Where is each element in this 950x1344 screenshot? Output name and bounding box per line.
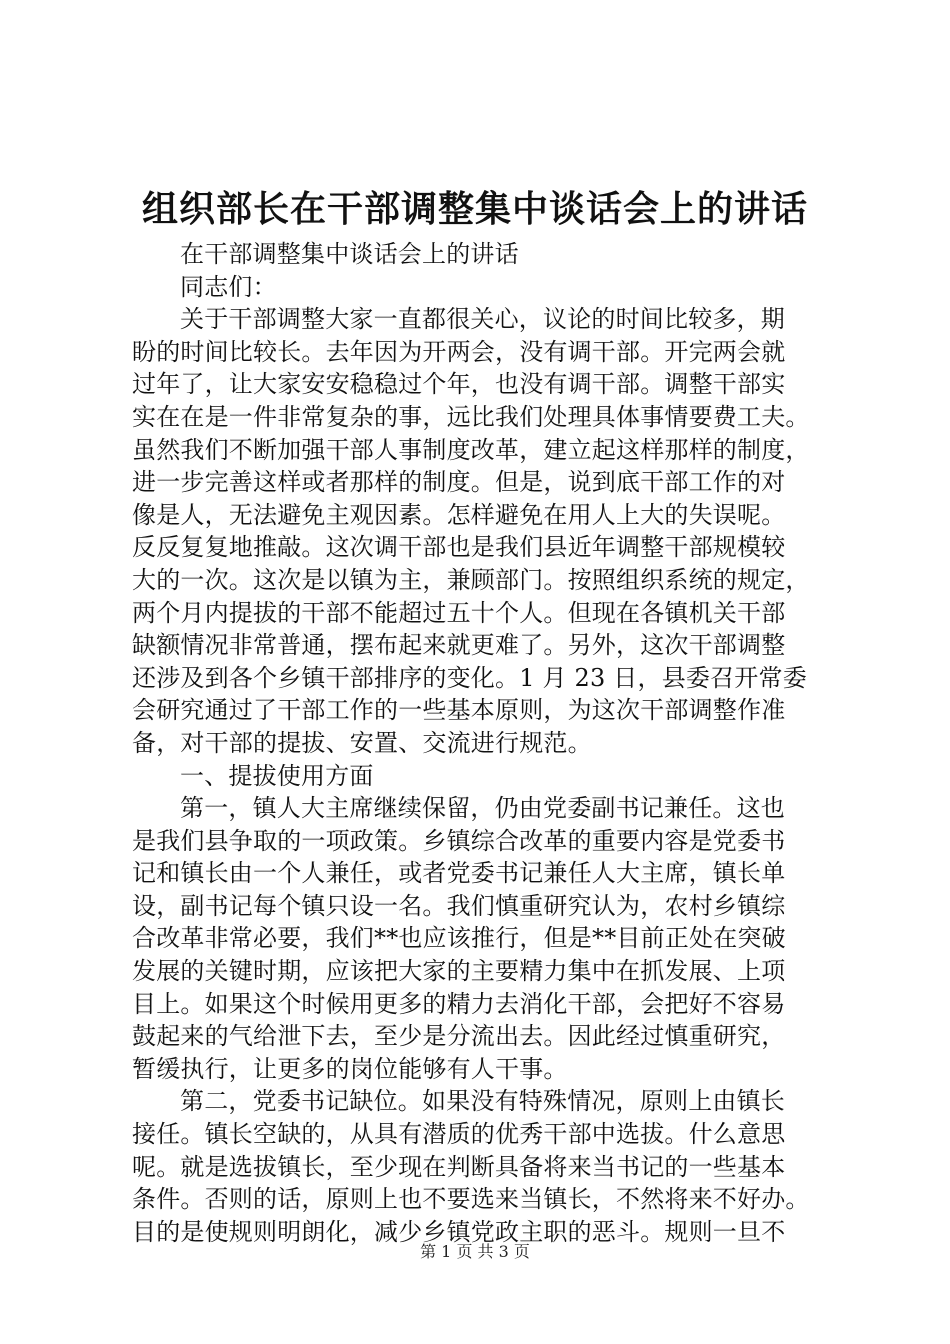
paragraph-line: 反反复复地推敲。这次调干部也是我们县近年调整干部规模较 xyxy=(132,533,786,562)
paragraph-line: 设，副书记每个镇只设一名。我们慎重研究认为，农村乡镇综 xyxy=(132,891,786,920)
section-heading: 一、提拔使用方面 xyxy=(180,761,374,790)
paragraph-line: 第一，镇人大主席继续保留，仍由党委副书记兼任。这也 xyxy=(180,794,785,823)
paragraph-line: 过年了，让大家安安稳稳过个年，也没有调干部。调整干部实 xyxy=(132,370,786,399)
paragraph-line: 两个月内提拔的干部不能超过五十个人。但现在各镇机关干部 xyxy=(132,598,786,627)
paragraph-line: 鼓起来的气给泄下去，至少是分流出去。因此经过慎重研究， xyxy=(132,1022,786,1051)
paragraph-line: 合改革非常必要，我们**也应该推行，但是**目前正处在突破 xyxy=(132,924,786,953)
paragraph-line: 关于干部调整大家一直都很关心，议论的时间比较多，期 xyxy=(180,305,785,334)
paragraph-line: 目上。如果这个时候用更多的精力去消化干部，会把好不容易 xyxy=(132,989,786,1018)
paragraph-line: 进一步完善这样或者那样的制度。但是，说到底干部工作的对 xyxy=(132,468,786,497)
paragraph-line: 暂缓执行，让更多的岗位能够有人干事。 xyxy=(132,1054,568,1083)
paragraph-line: 备，对干部的提拔、安置、交流进行规范。 xyxy=(132,728,592,757)
page-footer: 第 1 页 共 3 页 xyxy=(420,1242,530,1261)
paragraph-line: 还涉及到各个乡镇干部排序的变化。1 月 23 日，县委召开常委 xyxy=(132,663,807,692)
paragraph-line: 目的是使规则明朗化，减少乡镇党政主职的恶斗。规则一旦不 xyxy=(132,1217,786,1246)
paragraph-line: 第二，党委书记缺位。如果没有特殊情况，原则上由镇长 xyxy=(180,1087,785,1116)
salutation-line: 同志们： xyxy=(180,272,277,301)
paragraph-line: 实在在是一件非常复杂的事，远比我们处理具体事情要费工夫。 xyxy=(132,402,810,431)
paragraph-line: 记和镇长由一个人兼任，或者党委书记兼任人大主席，镇长单 xyxy=(132,859,786,888)
paragraph-line: 发展的关键时期，应该把大家的主要精力集中在抓发展、上项 xyxy=(132,957,786,986)
subtitle-line: 在干部调整集中谈话会上的讲话 xyxy=(180,240,519,268)
paragraph-line: 会研究通过了干部工作的一些基本原则，为这次干部调整作准 xyxy=(132,696,786,725)
paragraph-line: 是我们县争取的一项政策。乡镇综合改革的重要内容是党委书 xyxy=(132,826,786,855)
document-title: 组织部长在干部调整集中谈话会上的讲话 xyxy=(141,188,808,230)
paragraph-line: 虽然我们不断加强干部人事制度改革，建立起这样那样的制度， xyxy=(132,435,810,464)
document-body xyxy=(132,238,832,1248)
paragraph-line: 条件。否则的话，原则上也不要选来当镇长，不然将来不好办。 xyxy=(132,1185,810,1214)
paragraph-line: 大的一次。这次是以镇为主，兼顾部门。按照组织系统的规定， xyxy=(132,565,810,594)
paragraph-line: 呢。就是选拔镇长，至少现在判断具备将来当书记的一些基本 xyxy=(132,1152,786,1181)
paragraph-line: 像是人，无法避免主观因素。怎样避免在用人上大的失误呢。 xyxy=(132,500,786,529)
paragraph-line: 盼的时间比较长。去年因为开两会，没有调干部。开完两会就 xyxy=(132,337,786,366)
paragraph-line: 接任。镇长空缺的，从具有潜质的优秀干部中选拔。什么意思 xyxy=(132,1120,786,1149)
paragraph-line: 缺额情况非常普通，摆布起来就更难了。另外，这次干部调整 xyxy=(132,631,786,660)
